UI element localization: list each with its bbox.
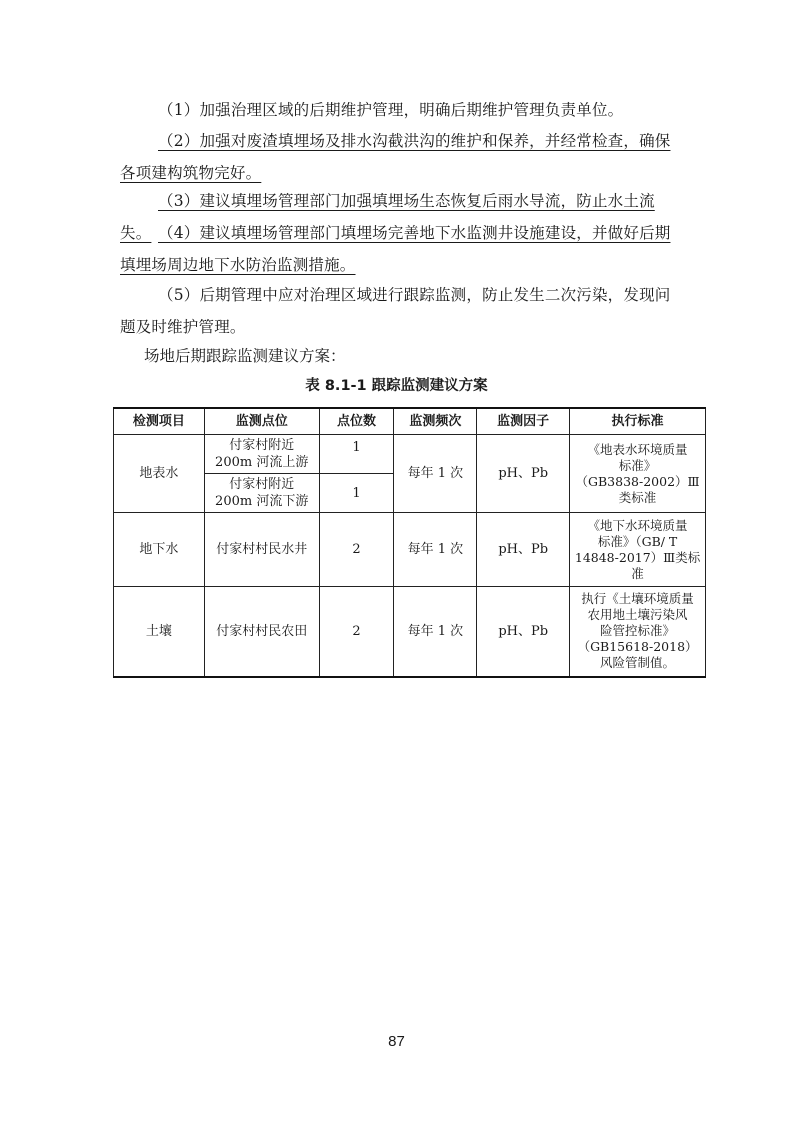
para-2-text: （2）加强对废渣填埋场及排水沟截洪沟的维护和保养，并经常检查，确保各项建构筑物完好。 [120,132,671,182]
cell-count: 1 [319,435,394,474]
header-frequency: 监测频次 [394,408,477,435]
cell-factors: pH、Pb [477,587,570,677]
para-2 [120,125,676,189]
cell-standard [570,435,706,513]
cell-frequency: 每年 1 次 [394,587,477,677]
location-line: 200m 河流下游 [215,494,309,509]
table-row [114,435,706,474]
standard-line: 险管控标准》 [600,623,676,639]
table-intro-text: 场地后期跟踪监测建议方案： [144,347,346,365]
standard-line: 《地表水环境质量 [587,441,688,457]
cell-location [204,474,319,513]
cell-frequency: 每年 1 次 [394,513,477,587]
location-line: 200m 河流上游 [215,455,309,470]
header-location: 监测点位 [204,408,319,435]
cell-count: 1 [319,474,394,513]
location-line: 付家村附近 [229,477,295,492]
standard-line: （GB15618-2018） [577,639,698,655]
cell-factors: pH、Pb [477,435,570,513]
standard-line: 准 [631,565,644,581]
cell-count: 2 [319,587,394,677]
para-1 [120,94,676,126]
standard-line: 《地下水环境质量 [587,517,688,533]
cell-location: 付家村村民农田 [204,587,319,677]
page-number: 87 [388,1033,405,1050]
cell-frequency: 每年 1 次 [394,435,477,513]
para-1-text: （1）加强治理区域的后期维护管理，明确后期维护管理负责单位。 [158,101,624,119]
header-factors: 监测因子 [477,408,570,435]
standard-line: 农用地土壤污染风 [587,607,688,623]
cell-standard [570,587,706,677]
para-3-text: （3）建议填埋场管理部门加强填埋场生态恢复后雨水导流，防止水土流失。 [120,192,655,242]
cell-item: 土壤 [114,587,205,677]
table-row [114,587,706,677]
para-5-text: （5）后期管理中应对治理区域进行跟踪监测，防止发生二次污染，发现问题及时维护管理。 [120,286,671,336]
cell-location [204,435,319,474]
table-row [114,513,706,587]
para-4-text: （4）建议填埋场管理部门填埋场完善地下水监测井设施建设，并做好后期填埋场周边地下水防治监测措施。 [120,224,671,274]
standard-line: 标准》（GB/ T [597,533,678,549]
cell-location: 付家村村民水井 [204,513,319,587]
monitoring-plan-table [113,407,706,678]
cell-count: 2 [319,513,394,587]
cell-item: 地下水 [114,513,205,587]
standard-line: 14848-2017）Ⅲ类标 [574,549,701,565]
para-5 [120,279,676,343]
cell-standard [570,513,706,587]
cell-item: 地表水 [114,435,205,513]
standard-line: 类标准 [618,489,657,505]
cell-factors: pH、Pb [477,513,570,587]
standard-line: （GB3838-2002）Ⅲ [575,473,700,489]
para-4 [120,217,676,281]
standard-line: 风险管制值。 [600,655,676,671]
header-standard: 执行标准 [570,408,706,435]
standard-line: 标准》 [618,457,657,473]
standard-line: 执行《土壤环境质量 [581,591,694,607]
header-item: 检测项目 [114,408,205,435]
location-line: 付家村附近 [229,438,295,453]
table-header-row [114,408,706,435]
table-caption: 表 8.1-1 跟踪监测建议方案 [305,378,488,394]
header-count: 点位数 [319,408,394,435]
